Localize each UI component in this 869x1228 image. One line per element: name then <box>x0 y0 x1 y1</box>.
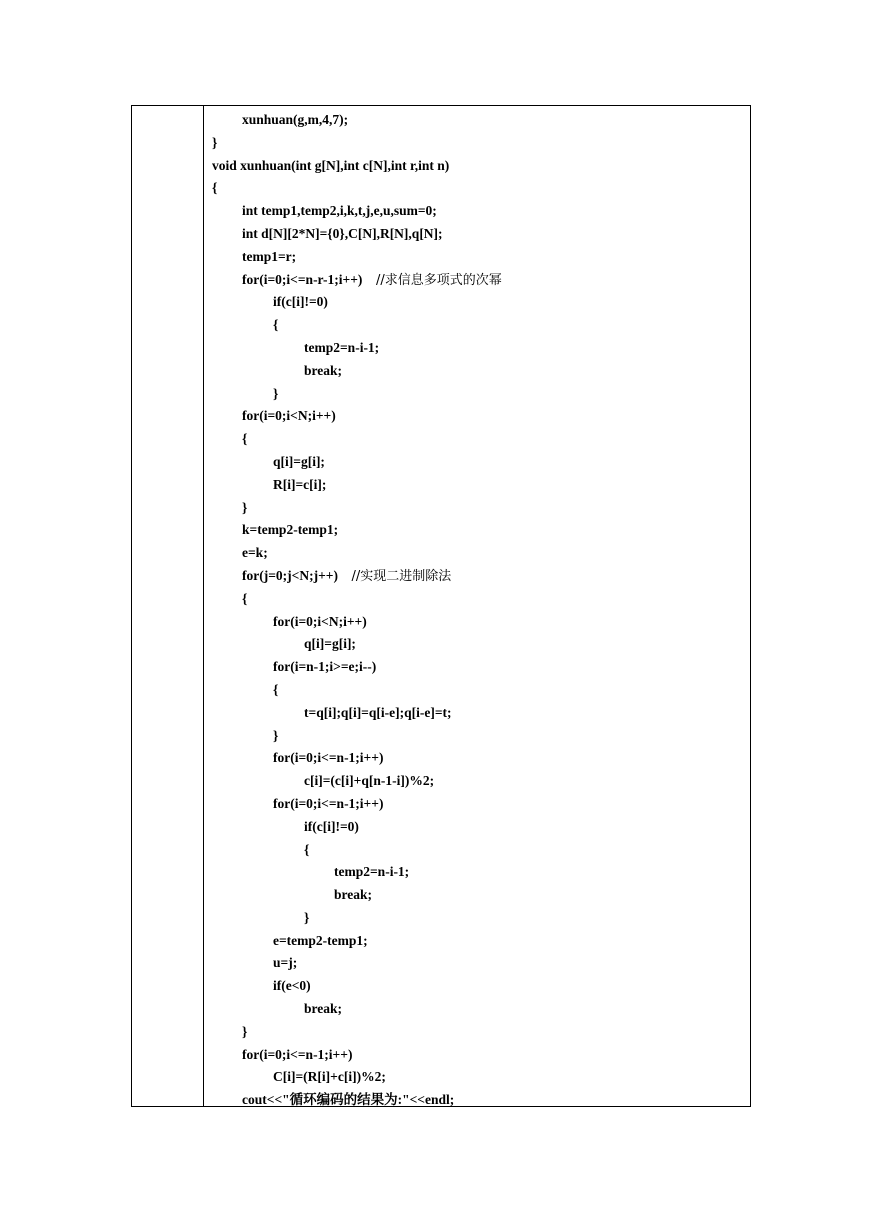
code-line <box>212 269 502 292</box>
code-line <box>212 155 502 178</box>
code-line <box>212 109 502 132</box>
code-line <box>212 1066 502 1089</box>
code-line <box>212 565 502 588</box>
code-text: c[i]=(c[i]+q[n-1-i])%2; <box>304 773 435 789</box>
code-line <box>212 360 502 383</box>
code-text: C[i]=(R[i]+c[i])%2; <box>273 1069 386 1085</box>
code-line <box>212 884 502 907</box>
code-line <box>212 132 502 155</box>
code-line <box>212 747 502 770</box>
code-text: for(i=0;i<=n-1;i++) <box>273 750 384 766</box>
code-text: { <box>273 317 279 333</box>
code-text: for(i=0;i<N;i++) <box>242 408 336 424</box>
code-line <box>212 633 502 656</box>
code-text: cout<<"循环编码的结果为:"<<endl; <box>242 1092 455 1108</box>
code-line <box>212 656 502 679</box>
code-line <box>212 975 502 998</box>
code-text: for(i=0;i<=n-r-1;i++) <box>242 271 376 287</box>
code-line <box>212 930 502 953</box>
code-text: { <box>242 431 248 447</box>
code-text: for(i=n-1;i>=e;i--) <box>273 659 377 675</box>
code-text: q[i]=g[i]; <box>273 453 325 469</box>
code-line <box>212 793 502 816</box>
code-line <box>212 907 502 930</box>
code-text: t=q[i];q[i]=q[i-e];q[i-e]=t; <box>304 704 452 720</box>
code-text: u=j; <box>273 955 298 971</box>
code-line <box>212 383 502 406</box>
code-line <box>212 998 502 1021</box>
code-line <box>212 679 502 702</box>
code-comment: //求信息多项式的次幂 <box>375 272 502 288</box>
code-table <box>131 105 751 1107</box>
code-line <box>212 223 502 246</box>
code-text: temp2=n-i-1; <box>304 339 380 355</box>
code-text: q[i]=g[i]; <box>304 636 356 652</box>
code-line <box>212 542 502 565</box>
code-line <box>212 702 502 725</box>
code-text: } <box>242 1023 248 1039</box>
code-line <box>212 314 502 337</box>
code-line <box>212 1044 502 1067</box>
code-text: } <box>304 909 310 925</box>
code-text: { <box>304 841 310 857</box>
code-text: xunhuan(g,m,4,7); <box>242 112 349 127</box>
code-text: R[i]=c[i]; <box>273 476 327 492</box>
code-line <box>212 177 502 200</box>
code-line <box>212 337 502 360</box>
code-line <box>212 519 502 542</box>
code-comment: //实现二进制除法 <box>351 568 452 584</box>
code-line <box>212 952 502 975</box>
code-line <box>212 428 502 451</box>
code-text: if(c[i]!=0) <box>273 294 328 310</box>
code-line <box>212 839 502 862</box>
code-text: { <box>273 681 279 697</box>
code-text: if(c[i]!=0) <box>304 818 359 834</box>
code-text: e=temp2-temp1; <box>273 932 368 948</box>
code-line <box>212 200 502 223</box>
code-line <box>212 770 502 793</box>
code-text: break; <box>334 887 373 903</box>
code-block <box>212 109 502 1112</box>
code-line <box>212 816 502 839</box>
code-text: temp1=r; <box>242 248 297 264</box>
code-line <box>212 291 502 314</box>
code-line <box>212 246 502 269</box>
code-line <box>212 474 502 497</box>
code-text: } <box>273 385 279 401</box>
code-text: int temp1,temp2,i,k,t,j,e,u,sum=0; <box>242 203 437 219</box>
code-text: if(e<0) <box>273 978 311 994</box>
code-text: for(i=0;i<=n-1;i++) <box>242 1046 353 1062</box>
code-text: } <box>212 134 218 150</box>
code-text: break; <box>304 1001 343 1017</box>
code-text: for(i=0;i<N;i++) <box>273 613 367 629</box>
code-text: int d[N][2*N]={0},C[N],R[N],q[N]; <box>242 225 443 241</box>
code-text: temp2=n-i-1; <box>334 864 410 880</box>
code-line <box>212 1021 502 1044</box>
label-cell <box>132 106 204 1106</box>
code-line <box>212 588 502 611</box>
code-text: } <box>273 727 279 743</box>
code-line <box>212 451 502 474</box>
code-cell <box>204 106 750 1106</box>
code-text: for(j=0;j<N;j++) <box>242 567 352 583</box>
code-line <box>212 497 502 520</box>
code-line <box>212 725 502 748</box>
code-text: } <box>242 499 248 515</box>
code-text: break; <box>304 362 343 378</box>
code-line <box>212 861 502 884</box>
code-text: for(i=0;i<=n-1;i++) <box>273 795 384 811</box>
code-text: k=temp2-temp1; <box>242 522 339 538</box>
code-text: e=k; <box>242 545 268 561</box>
code-text: { <box>242 590 248 606</box>
code-line <box>212 1089 502 1112</box>
code-text: { <box>212 180 218 196</box>
code-line <box>212 611 502 634</box>
code-line <box>212 405 502 428</box>
code-text: void xunhuan(int g[N],int c[N],int r,int n) <box>212 157 450 173</box>
